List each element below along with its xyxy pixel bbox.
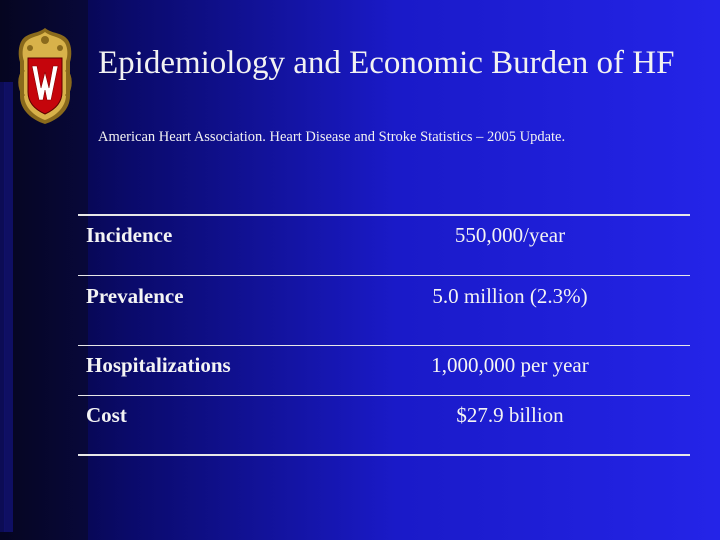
row-divider — [78, 275, 690, 276]
row-value-cost: $27.9 billion — [456, 403, 564, 427]
university-crest-logo — [14, 26, 76, 126]
statistics-table — [78, 214, 690, 458]
row-divider — [78, 395, 690, 396]
row-value-incidence: 550,000/year — [454, 223, 566, 247]
row-divider — [78, 345, 690, 346]
table-bottom-rule — [78, 454, 690, 456]
decorative-square-column — [4, 82, 20, 532]
slide-subtitle-citation: American Heart Association. Heart Disease and Stroke Statistics – 2005 Update. — [98, 129, 566, 145]
slide-title: Epidemiology and Economic Burden of HF — [98, 45, 675, 81]
row-value-prevalence: 5.0 million (2.3%) — [432, 284, 588, 308]
row-value-hospitalizations: 1,000,000 per year — [431, 353, 589, 377]
row-label-hospitalizations: Hospitalizations — [86, 353, 231, 377]
row-label-prevalence: Prevalence — [86, 284, 184, 308]
row-label-incidence: Incidence — [86, 223, 173, 247]
table-top-rule — [78, 214, 690, 216]
row-label-cost: Cost — [86, 403, 127, 427]
